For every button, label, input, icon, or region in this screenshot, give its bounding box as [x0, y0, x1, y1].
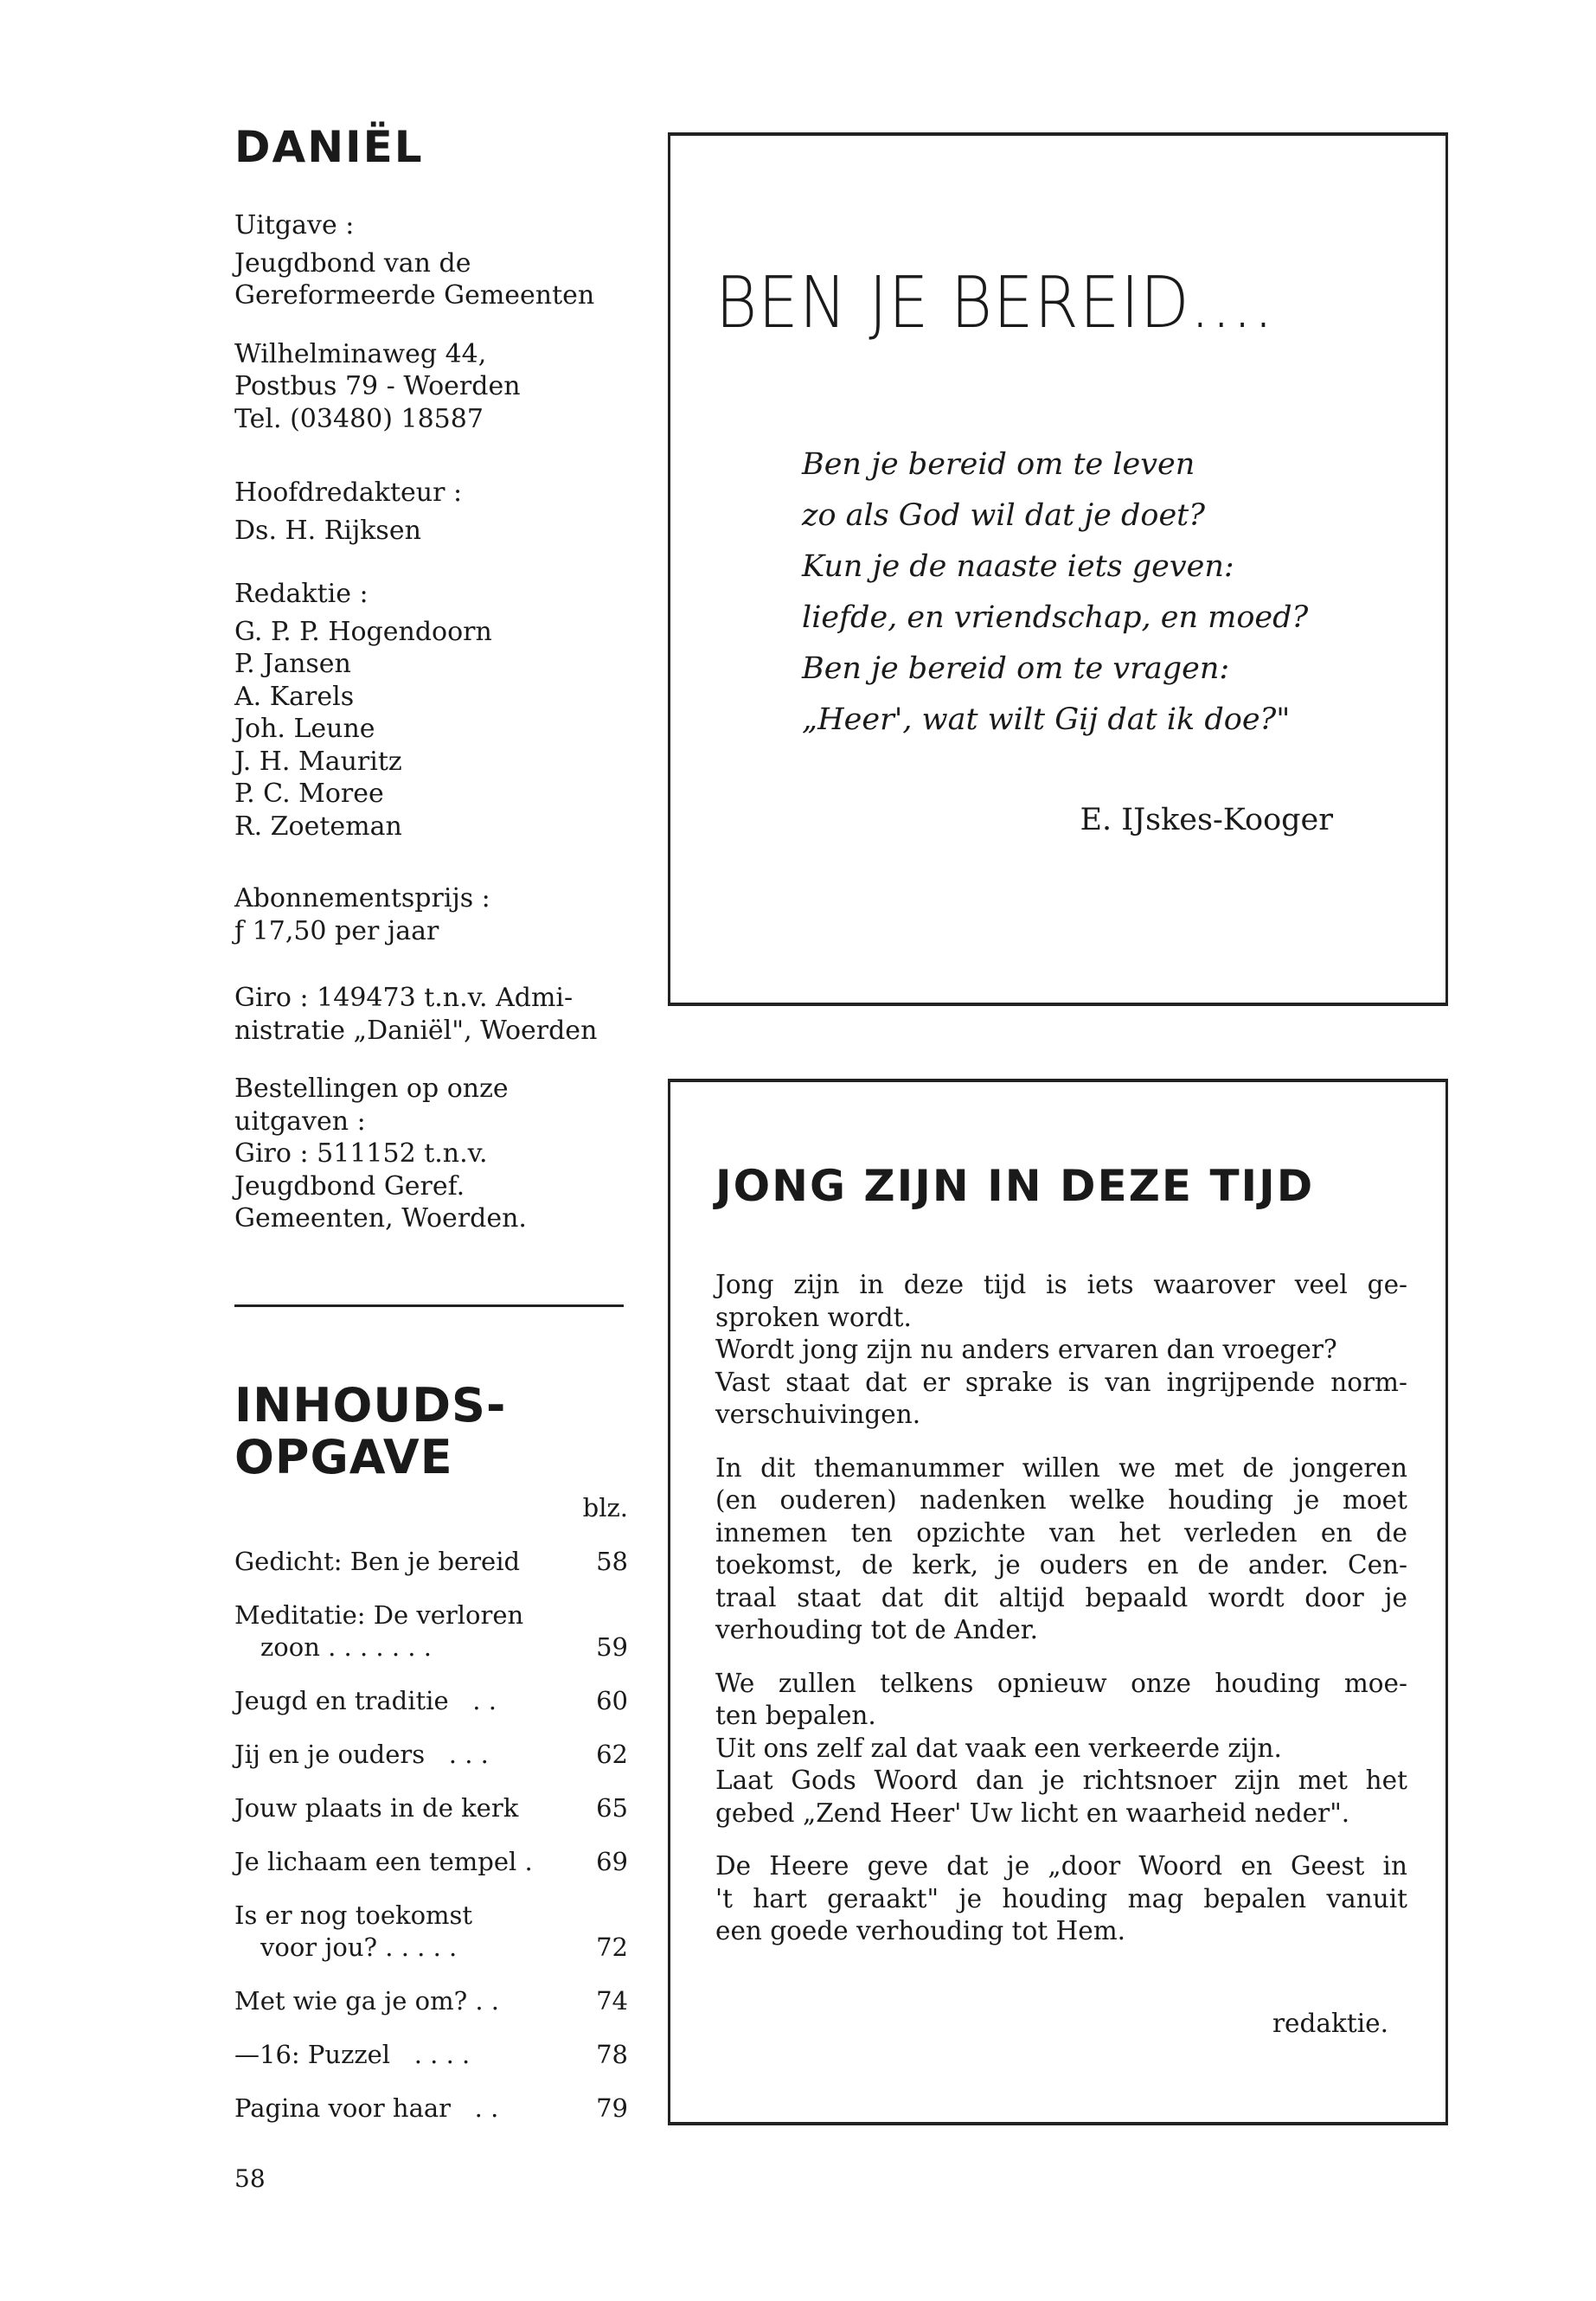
article-line: verschuivingen. [715, 1400, 921, 1429]
orders-line: Bestellingen op onze [234, 1074, 509, 1104]
redaktie-label: Redaktie : [234, 579, 369, 609]
article-line: In dit themanummer willen we met de jongeren [715, 1452, 1407, 1483]
article-box [668, 1079, 1448, 2125]
magazine-title: DANIËL [234, 122, 424, 172]
subscription-label: Abonnementsprijs : [234, 883, 490, 913]
toc-entry-title [234, 1685, 585, 1717]
toc-entry-line: Gedicht: Ben je bereid [234, 1547, 521, 1576]
toc-entry-title [234, 1985, 585, 2017]
toc-entry-page: 74 [596, 1986, 628, 2016]
giro-line: nistratie „Daniël", Woerden [234, 1015, 598, 1046]
toc-entry-line: Je lichaam een tempel . [234, 1847, 533, 1876]
toc-entry [234, 1685, 628, 1717]
article-paragraph [715, 1269, 1407, 1432]
toc-heading-line: OPGAVE [234, 1430, 453, 1484]
toc-entry-title [234, 1546, 585, 1578]
toc-entry [234, 1900, 628, 1964]
toc-heading-line: INHOUDS- [234, 1378, 507, 1433]
article-line: toekomst, de kerk, je ouders en de ander. Cen- [715, 1550, 1407, 1580]
redaktie-member: Joh. Leune [234, 714, 375, 744]
address-line: Wilhelminaweg 44, [234, 338, 487, 369]
toc-entry-line: voor jou? . . . . . [260, 1932, 458, 1962]
article-line: een goede verhouding tot Hem. [715, 1916, 1126, 1945]
toc-entry-title [234, 1900, 585, 1964]
article-paragraph [715, 1850, 1407, 1948]
poem-title: BEN JE BEREID.... [715, 262, 1275, 344]
address-line: Postbus 79 - Woerden [234, 371, 521, 401]
poem-box [668, 132, 1448, 1006]
toc-entry [234, 2093, 628, 2125]
poem-line: Ben je bereid om te leven [802, 447, 1195, 482]
toc-heading [234, 1380, 506, 1484]
redaktie-block [234, 578, 641, 843]
poem-line: zo als God wil dat je doet? [802, 498, 1205, 533]
giro-line: Giro : 149473 t.n.v. Admi- [234, 983, 574, 1013]
poem-text [802, 439, 1308, 746]
editor-name: Ds. H. Rijksen [234, 515, 421, 546]
address-block [234, 338, 641, 436]
redaktie-member: P. Jansen [234, 649, 351, 679]
toc-entry-page: 62 [596, 1740, 628, 1769]
toc-entry-page: 72 [596, 1932, 628, 1962]
redaktie-member: A. Karels [234, 681, 355, 712]
table-of-contents [234, 1492, 628, 2125]
redaktie-member: P. C. Moree [234, 779, 384, 809]
poem-author: E. IJskes-Kooger [1080, 803, 1333, 837]
orders-line: Giro : 511152 t.n.v. [234, 1138, 488, 1169]
toc-entry-page: 58 [596, 1547, 628, 1576]
article-line: Wordt jong zijn nu anders ervaren dan vroeger? [715, 1335, 1337, 1364]
toc-entry-title [234, 2039, 585, 2071]
toc-entry [234, 1792, 628, 1824]
toc-entry [234, 1599, 628, 1663]
toc-entry [234, 1739, 628, 1771]
article-line: 't hart geraakt" je houding mag bepalen vanuit [715, 1883, 1407, 1913]
redaktie-member: R. Zoeteman [234, 811, 402, 842]
page-number: 58 [234, 2164, 266, 2193]
toc-entry [234, 2039, 628, 2071]
uitgave-label: Uitgave : [234, 210, 355, 240]
toc-entry-line: —16: Puzzel . . . . [234, 2040, 471, 2069]
article-line: verhouding tot de Ander. [715, 1615, 1039, 1644]
toc-entry-title [234, 1599, 585, 1663]
masthead-column [234, 121, 641, 1261]
toc-entry-page: 69 [596, 1847, 628, 1876]
article-line: gebed „Zend Heer' Uw licht en waarheid neder". [715, 1798, 1350, 1828]
article-line: Vast staat dat er sprake is van ingrijpende norm- [715, 1367, 1407, 1397]
orders-block [234, 1073, 641, 1235]
article-line: Jong zijn in deze tijd is iets waarover veel ge- [715, 1270, 1407, 1299]
editor-label: Hoofdredakteur : [234, 478, 463, 508]
toc-entry-title [234, 1792, 585, 1824]
orders-line: uitgaven : [234, 1106, 366, 1137]
poem-line: liefde, en vriendschap, en moed? [802, 600, 1309, 635]
toc-entry-page: 79 [596, 2093, 628, 2123]
article-line: Uit ons zelf zal dat vaak een verkeerde zijn. [715, 1733, 1282, 1763]
toc-entry-line: Pagina voor haar . . [234, 2093, 499, 2123]
giro-block [234, 982, 641, 1047]
subscription-block [234, 882, 641, 947]
toc-entry-page: 65 [596, 1793, 628, 1823]
toc-entry-line: Meditatie: De verloren [234, 1600, 524, 1630]
toc-entry-line: Jouw plaats in de kerk [234, 1793, 519, 1823]
article-line: (en ouderen) nadenken welke houding je moet [715, 1485, 1407, 1515]
poem-line: Kun je de naaste iets geven: [802, 549, 1234, 584]
toc-entry [234, 1985, 628, 2017]
toc-entry-title [234, 1739, 585, 1771]
article-line: De Heere geve dat je „door Woord en Geest in [715, 1851, 1407, 1881]
publisher-line: Jeugdbond van de [234, 247, 471, 279]
orders-line: Gemeenten, Woerden. [234, 1203, 527, 1234]
orders-line: Jeugdbond Geref. [234, 1170, 465, 1202]
article-line: Laat Gods Woord dan je richtsnoer zijn met het [715, 1766, 1407, 1795]
article-line: ten bepalen. [715, 1701, 876, 1730]
address-line: Tel. (03480) 18587 [234, 403, 484, 434]
publisher-block [234, 209, 641, 312]
toc-entry-title [234, 2093, 585, 2125]
article-body [715, 1269, 1407, 1969]
toc-entry-page: 59 [596, 1632, 628, 1662]
toc-entry-line: Jeugd en traditie . . [234, 1686, 497, 1715]
article-line: We zullen telkens opnieuw onze houding moe- [715, 1668, 1407, 1698]
toc-entry-page: 60 [596, 1686, 628, 1715]
publisher-line: Gereformeerde Gemeenten [234, 280, 595, 311]
toc-entry-page: 78 [596, 2040, 628, 2069]
article-line: traal staat dat dit altijd bepaald wordt door je [715, 1582, 1407, 1612]
poem-line: Ben je bereid om te vragen: [802, 651, 1230, 686]
toc-entry-line: Met wie ga je om? . . [234, 1986, 500, 2016]
article-paragraph [715, 1668, 1407, 1830]
toc-entry [234, 1546, 628, 1578]
poem-line: „Heer', wat wilt Gij dat ik doe?" [802, 702, 1291, 737]
subscription-price: ƒ 17,50 per jaar [234, 915, 439, 946]
redaktie-member: G. P. P. Hogendoorn [234, 616, 492, 647]
toc-entry-line: Jij en je ouders . . . [234, 1740, 489, 1769]
divider-rule [234, 1304, 624, 1307]
redaktie-member: J. H. Mauritz [234, 746, 402, 777]
page-column-label: blz. [582, 1493, 628, 1522]
toc-entry-title [234, 1846, 585, 1878]
article-signature: redaktie. [1272, 2009, 1388, 2038]
article-paragraph [715, 1452, 1407, 1647]
article-line: sproken wordt. [715, 1302, 912, 1332]
editor-block [234, 477, 641, 547]
article-title: JONG ZIJN IN DEZE TIJD [715, 1161, 1315, 1211]
article-line: innemen ten opzichte van het verleden en de [715, 1517, 1407, 1548]
toc-entry-line: Is er nog toekomst [234, 1900, 473, 1930]
toc-entry [234, 1846, 628, 1878]
toc-entry-line: zoon . . . . . . . [260, 1632, 432, 1662]
